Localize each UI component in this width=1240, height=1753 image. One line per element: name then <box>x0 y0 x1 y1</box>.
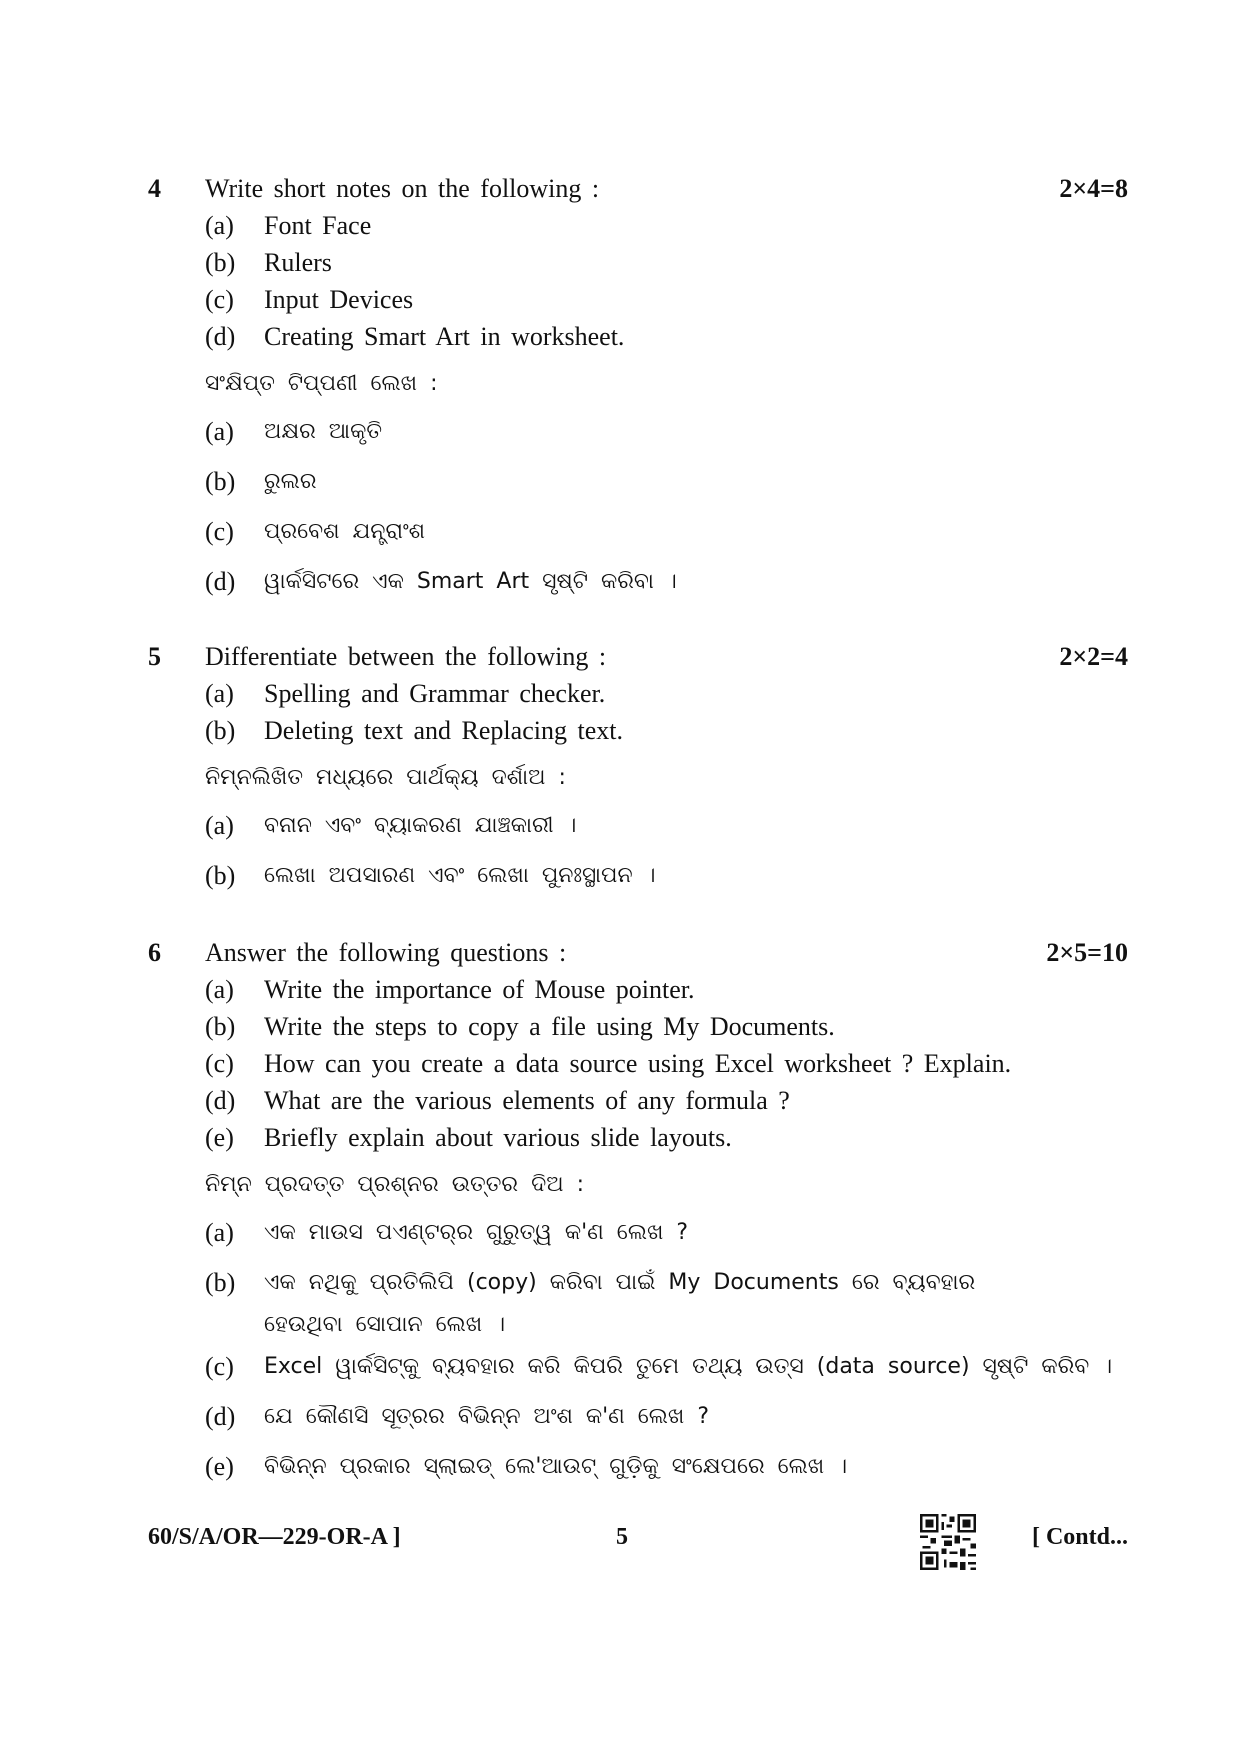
item-label: (a) <box>205 811 234 840</box>
item-text: Spelling and Grammar checker. <box>264 679 606 708</box>
item-text: What are the various elements of any formula ? <box>264 1086 790 1115</box>
question-number: 5 <box>148 642 161 671</box>
item-text: Write the importance of Mouse pointer. <box>264 975 695 1004</box>
item-text: How can you create a data source using Excel worksheet ? Explain. <box>264 1049 1012 1078</box>
odia-prompt: ସଂକ୍ଷିପ୍ତ ଟିପ୍ପଣୀ ଲେଖ : <box>205 371 438 396</box>
continued-label: [ Contd... <box>1031 1524 1128 1550</box>
item-label: (b) <box>205 1268 236 1297</box>
item-label: (c) <box>205 285 234 314</box>
item-text: ଅକ୍ଷର ଆକୃତି <box>264 419 383 444</box>
item-label: (b) <box>205 861 236 890</box>
question-prompt: Differentiate between the following : <box>205 642 607 671</box>
item-label: (a) <box>205 211 234 240</box>
qr-code-icon <box>920 1514 976 1570</box>
page-number: 5 <box>616 1524 628 1550</box>
item-label: (d) <box>205 1402 236 1431</box>
odia-item-c <box>148 1342 1128 1392</box>
english-item-a <box>148 971 1128 1008</box>
item-text: Font Face <box>264 211 372 240</box>
english-item-c <box>148 1045 1128 1082</box>
item-text: Write the steps to copy a file using My Documents. <box>264 1012 835 1041</box>
item-text: Rulers <box>264 248 332 277</box>
question-6 <box>148 934 1128 1492</box>
odia-prompt: ନିମ୍ନ ପ୍ରଦତ୍ତ ପ୍ରଶ୍ନର ଉତ୍ତର ଦିଅ : <box>205 1172 584 1197</box>
item-label: (a) <box>205 1218 234 1247</box>
odia-item-e <box>148 1442 1128 1492</box>
item-text: ରୁଲର <box>264 469 317 494</box>
odia-item-c <box>148 507 1128 557</box>
odia-item-a <box>148 407 1128 457</box>
question-marks: 2×2=4 <box>1059 642 1128 671</box>
item-label: (d) <box>205 567 236 596</box>
odia-item-b <box>148 851 1128 901</box>
odia-item-b <box>148 1258 1128 1342</box>
item-label: (c) <box>205 1352 234 1381</box>
english-item-a <box>148 207 1128 244</box>
item-label: (d) <box>205 322 236 351</box>
item-label: (c) <box>205 1049 234 1078</box>
question-number: 6 <box>148 938 161 967</box>
item-label: (b) <box>205 1012 236 1041</box>
item-text: ଲେଖା ଅପସାରଣ ଏବଂ ଲେଖା ପୁନଃସ୍ଥାପନ । <box>264 863 656 888</box>
paper-code: 60/S/A/OR—229-OR-A ] <box>148 1524 401 1550</box>
odia-item-d <box>148 1392 1128 1442</box>
question-prompt: Write short notes on the following : <box>205 174 600 203</box>
english-item-d <box>148 318 1128 355</box>
question-marks: 2×5=10 <box>1046 938 1128 967</box>
item-label: (b) <box>205 248 236 277</box>
page-footer <box>148 1517 1128 1557</box>
english-item-b <box>148 244 1128 281</box>
item-text: ପ୍ରବେଶ ଯନ୍ତ୍ରାଂଶ <box>264 519 425 544</box>
item-text: ବିଭିନ୍ନ ପ୍ରକାର ସ୍ଲାଇଡ୍ ଲେ'ଆଉଟ୍ ଗୁଡ଼ିକୁ ସଂକ୍ଷେପରେ ଲେଖ । <box>264 1454 848 1479</box>
english-item-e <box>148 1119 1128 1156</box>
item-label: (a) <box>205 417 234 446</box>
item-text: Creating Smart Art in worksheet. <box>264 322 625 351</box>
question-4 <box>148 170 1128 607</box>
question-header <box>148 934 1128 971</box>
item-text: ଯେ କୌଣସି ସୂତ୍ରର ବିଭିନ୍ନ ଅଂଶ କ'ଣ ଲେଖ ? <box>264 1404 710 1429</box>
english-item-b <box>148 712 1128 749</box>
question-5 <box>148 638 1128 901</box>
odia-item-a <box>148 801 1128 851</box>
english-item-d <box>148 1082 1128 1119</box>
question-header <box>148 170 1128 207</box>
item-label: (b) <box>205 716 236 745</box>
item-text: ବନାନ ଏବଂ ବ୍ୟାକରଣ ଯାଞ୍ଚକାରୀ । <box>264 813 577 838</box>
english-item-b <box>148 1008 1128 1045</box>
item-text: ଏକ ମାଉସ ପଏଣ୍ଟର୍‌ର ଗୁରୁତ୍ୱ କ'ଣ ଲେଖ ? <box>264 1220 689 1245</box>
item-label: (a) <box>205 679 234 708</box>
item-label: (b) <box>205 467 236 496</box>
odia-prompt: ନିମ୍ନଲିଖିତ ମଧ୍ୟରେ ପାର୍ଥକ୍ୟ ଦର୍ଶାଅ : <box>205 765 566 790</box>
item-label: (e) <box>205 1123 234 1152</box>
english-item-c <box>148 281 1128 318</box>
odia-item-a <box>148 1208 1128 1258</box>
item-text: Briefly explain about various slide layouts. <box>264 1123 732 1152</box>
odia-item-d <box>148 557 1128 607</box>
question-header <box>148 638 1128 675</box>
english-item-a <box>148 675 1128 712</box>
item-text: ୱାର୍କସିଟରେ ଏକ Smart Art ସୃଷ୍ଟି କରିବା । <box>264 569 677 594</box>
item-label: (e) <box>205 1452 234 1481</box>
question-number: 4 <box>148 174 161 203</box>
item-label: (d) <box>205 1086 236 1115</box>
odia-item-b <box>148 457 1128 507</box>
item-label: (a) <box>205 975 234 1004</box>
question-prompt: Answer the following questions : <box>205 938 567 967</box>
item-text: ଏକ ନଥିକୁ ପ୍ରତିଲିପି (copy) କରିବା ପାଇଁ My Documents ରେ ବ୍ୟବହାର ହେଉଥିବା ସୋପାନ ଲେଖ । <box>264 1270 976 1337</box>
question-marks: 2×4=8 <box>1059 174 1128 203</box>
item-text: Deleting text and Replacing text. <box>264 716 623 745</box>
item-text: Excel ୱାର୍କସିଟ୍‌କୁ ବ୍ୟବହାର କରି କିପରି ତୁମେ ତଥ୍ୟ ଉତ୍ସ (data source) ସୃଷ୍ଟି କରିବ । <box>264 1354 1113 1379</box>
item-text: Input Devices <box>264 285 414 314</box>
item-label: (c) <box>205 517 234 546</box>
